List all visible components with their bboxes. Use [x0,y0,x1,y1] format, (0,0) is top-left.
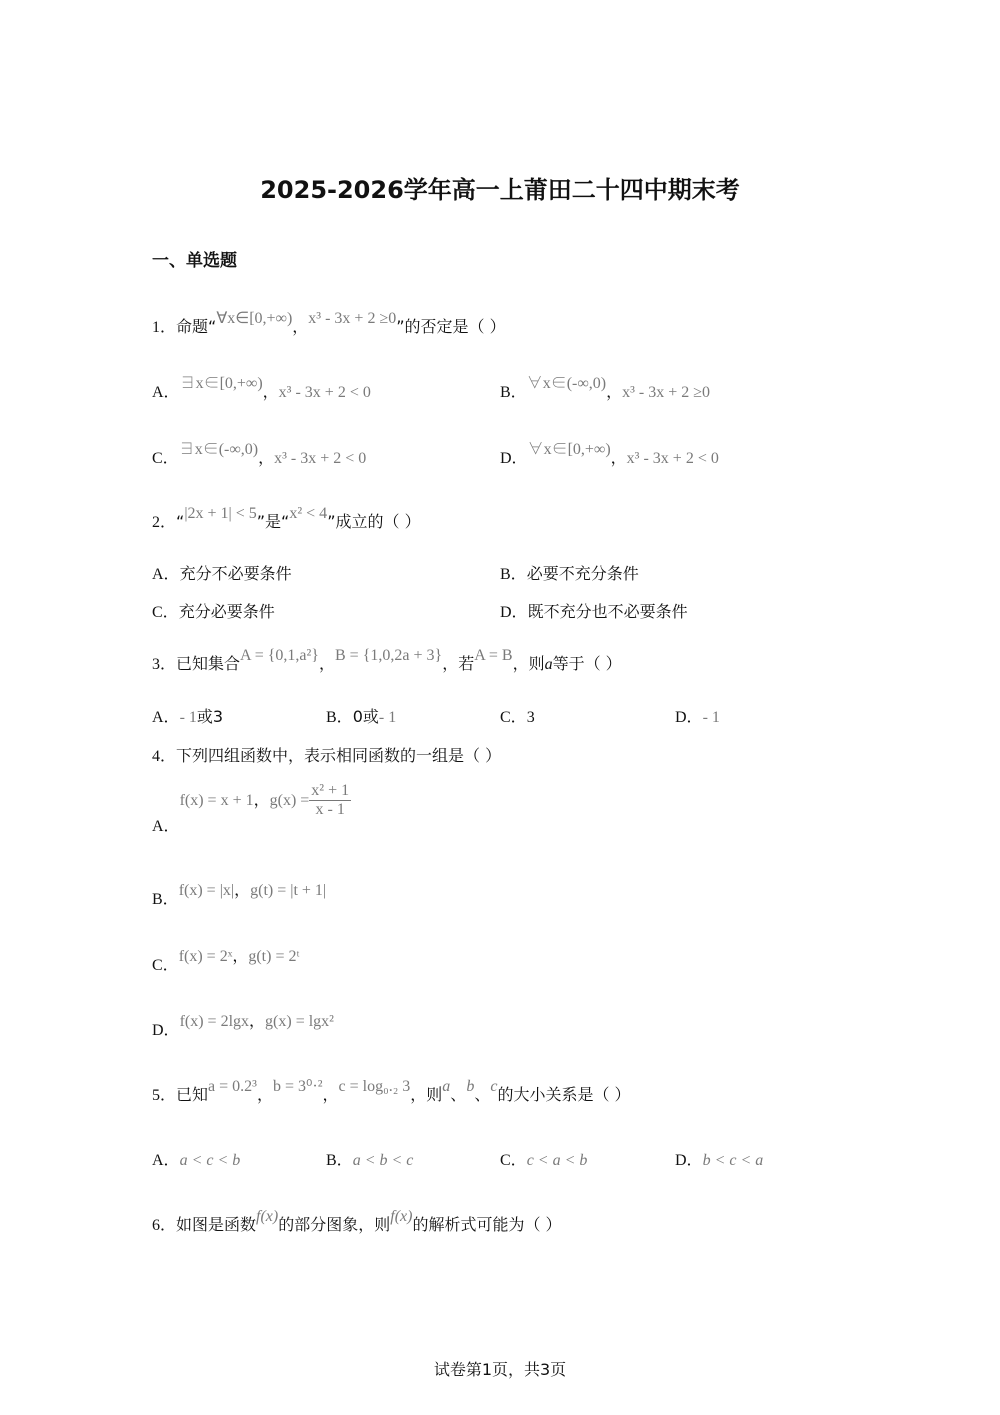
question-text: ，若 [442,654,475,673]
option-label: A． [152,566,180,583]
math-expression: f(x) = 2lgx [179,1013,250,1030]
option-text: 必要不充分条件 [526,564,639,583]
fraction [309,782,351,819]
option-label: D． [675,1152,703,1169]
option-b[interactable] [326,1147,413,1170]
question-4 [152,743,501,766]
question-text: 下列四组函数中，表示相同函数的一组是（ ） [176,746,502,765]
option-label: B． [500,566,527,583]
question-text: ”是“ [256,512,290,531]
punctuation: ， [318,654,335,673]
question-text: 命题“ [176,317,217,336]
math-expression: b < c < a [702,1152,764,1169]
punctuation: ， [232,946,249,965]
fraction-numerator: x² + 1 [311,782,350,799]
question-number: 5． [152,1087,177,1104]
math-expression: a < b < c [352,1152,414,1169]
math-expression: x³ - 3x + 2 ≥0 [622,384,711,401]
option-c[interactable] [500,1147,587,1170]
math-expression: g(t) = |t + 1| [250,882,327,899]
option-label: A． [152,709,180,726]
option-text: 充分不必要条件 [179,564,292,583]
math-expression: g(x) = [269,792,310,809]
option-label: C． [500,709,527,726]
question-3 [152,647,622,674]
option-d[interactable] [152,1011,334,1040]
option-label: C． [152,604,179,621]
question-text: ”成立的（ ） [327,512,421,531]
math-expression: B = {1,0,2a + 3} [335,647,443,664]
math-expression: x³ - 3x + 2 < 0 [278,384,371,401]
question-number: 4． [152,748,177,765]
option-label: C． [152,957,179,974]
math-expression: ∀x∈(-∞,0) [526,375,607,392]
question-2 [152,505,421,532]
math-expression: f(x) = 2ˣ [178,948,233,965]
question-text: 已知集合 [176,654,241,673]
option-d[interactable] [500,599,688,622]
math-expression: - 1 [179,709,197,726]
question-text: 如图是函数 [176,1215,257,1234]
math-expression: x³ - 3x + 2 < 0 [274,450,367,467]
option-a[interactable] [152,782,351,836]
punctuation: 、 [450,1085,467,1104]
math-expression: ∀x∈[0,+∞) [216,310,293,327]
question-text: ，则 [512,654,545,673]
question-1 [152,310,506,337]
exam-title: 2025-2026学年高一上莆田二十四中期末考 [260,176,740,204]
punctuation: 、 [474,1085,491,1104]
question-text: 的解析式可能为（ ） [412,1215,562,1234]
option-label: D． [152,1022,180,1039]
math-expression: c < a < b [526,1152,588,1169]
question-number: 1． [152,319,177,336]
question-5 [152,1078,631,1105]
option-label: B． [326,1152,353,1169]
option-text: 3 [526,709,535,726]
math-expression: ∃x∈[0,+∞) [179,375,263,392]
option-label: D． [675,709,703,726]
math-variable: c [490,1078,498,1095]
math-expression: |2x + 1| < 5 [184,505,257,522]
math-expression: - 1 [702,709,720,726]
math-expression: A = B [474,647,513,664]
question-text: 等于（ ） [552,654,622,673]
page-footer: 试卷第1页，共3页 [433,1360,567,1379]
option-label: A． [152,818,180,835]
option-text: 0或 [352,707,379,726]
punctuation: ， [253,790,270,809]
option-c[interactable] [152,599,275,622]
math-expression: g(t) = 2ᵗ [248,948,300,965]
math-expression: a < c < b [179,1152,241,1169]
punctuation: ， [256,1085,273,1104]
punctuation: ， [322,1085,339,1104]
question-text: ，则 [410,1085,443,1104]
punctuation: ， [262,382,279,401]
math-expression: f(x) [256,1208,279,1225]
math-expression: f(x) [390,1208,413,1225]
option-c[interactable] [500,704,535,727]
punctuation: ， [606,382,623,401]
option-b[interactable] [500,375,711,402]
question-text: 的大小关系是（ ） [497,1085,631,1104]
question-text: 的部分图象，则 [278,1215,391,1234]
option-d[interactable] [675,704,720,727]
option-label: A． [152,1152,180,1169]
question-text: 已知 [176,1085,209,1104]
option-label: C． [500,1152,527,1169]
option-a[interactable] [152,561,292,584]
math-expression: A = {0,1,a²} [240,647,319,664]
math-variable: a [442,1078,451,1095]
option-text: 既不充分也不必要条件 [527,602,688,621]
option-d[interactable] [675,1147,763,1170]
option-b[interactable] [500,561,639,584]
option-a[interactable] [152,375,371,402]
fraction-denominator: x - 1 [315,801,345,818]
question-number: 2． [152,514,177,531]
math-expression: f(x) = x + 1 [179,792,254,809]
math-expression: ∃x∈(-∞,0) [178,441,259,458]
option-b[interactable] [326,704,396,727]
question-number: 3． [152,656,177,673]
option-b[interactable] [152,880,327,909]
option-label: A． [152,384,180,401]
punctuation: ， [610,448,627,467]
math-expression: c = log₀.₂ 3 [338,1078,411,1095]
math-expression: - 1 [378,709,397,726]
punctuation: ， [234,880,251,899]
punctuation: ， [292,317,309,336]
option-d[interactable] [500,441,719,468]
option-label: D． [500,604,528,621]
option-text: 或3 [196,707,224,726]
math-expression: x³ - 3x + 2 ≥0 [308,310,397,327]
math-expression: a = 0.2³ [208,1078,257,1095]
math-variable: b [466,1078,475,1095]
option-text: 充分必要条件 [178,602,275,621]
math-expression: g(x) = lgx² [265,1013,334,1030]
math-expression: x² < 4 [289,505,328,522]
math-variable: a [544,656,553,673]
question-text: “ [176,512,185,531]
option-c[interactable] [152,441,367,468]
question-text: ”的否定是（ ） [396,317,506,336]
option-a[interactable] [152,704,223,727]
punctuation: ， [249,1011,266,1030]
math-expression: x³ - 3x + 2 < 0 [626,450,719,467]
option-label: C． [152,450,179,467]
option-label: D． [500,450,528,467]
option-c[interactable] [152,946,300,975]
punctuation: ， [258,448,275,467]
section-heading: 一、单选题 [152,251,237,271]
option-label: B． [500,384,527,401]
math-expression: ∀x∈[0,+∞) [527,441,611,458]
option-label: B． [152,891,179,908]
math-expression: f(x) = |x| [178,882,235,899]
math-expression: b = 3⁰·² [272,1078,323,1095]
option-label: B． [326,709,353,726]
question-6 [152,1208,562,1235]
option-a[interactable] [152,1147,240,1170]
question-number: 6． [152,1217,177,1234]
